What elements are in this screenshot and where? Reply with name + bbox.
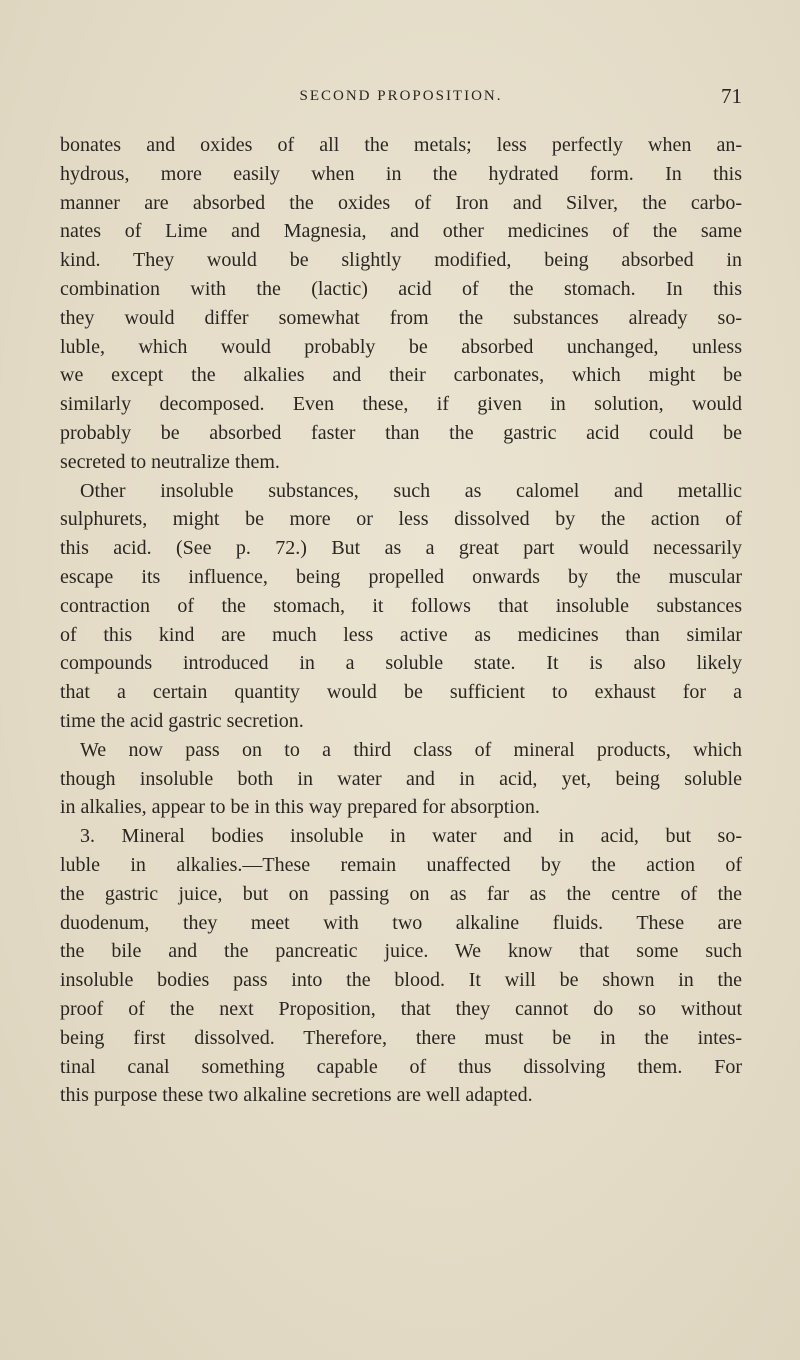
text-line: combination with the (lactic) acid of the stomach. In this <box>60 277 742 300</box>
paragraph-end-line: in alkalies, appear to be in this way prepared for absorption. <box>60 796 540 819</box>
text-line: the bile and the pancreatic juice. We know that some such <box>60 940 742 963</box>
text-line: proof of the next Proposition, that they cannot do so without <box>60 997 742 1020</box>
text-line: nates of Lime and Magnesia, and other medicines of the same <box>60 220 742 243</box>
text-line: manner are absorbed the oxides of Iron and Silver, the carbo- <box>60 191 742 214</box>
text-line: the gastric juice, but on passing on as far as the centre of the <box>60 882 742 905</box>
text-line: compounds introduced in a soluble state. It is also likely <box>60 652 742 675</box>
text-line: we except the alkalies and their carbonates, which might be <box>60 364 742 387</box>
text-line: luble, which would probably be absorbed unchanged, unless <box>60 335 742 358</box>
text-line: duodenum, they meet with two alkaline fluids. These are <box>60 911 742 934</box>
paragraph-start-line: Other insoluble substances, such as calomel and metallic <box>80 479 742 502</box>
text-line: similarly decomposed. Even these, if given in solution, would <box>60 393 742 416</box>
text-line: contraction of the stomach, it follows that insoluble substances <box>60 594 742 617</box>
section-heading-line: 3. Mineral bodies insoluble in water and in acid, but so- <box>80 825 742 848</box>
body-text <box>60 131 742 1110</box>
text-line: though insoluble both in water and in acid, yet, being soluble <box>60 767 742 790</box>
text-line: bonates and oxides of all the metals; less perfectly when an- <box>60 134 742 156</box>
text-line: this acid. (See p. 72.) But as a great part would necessarily <box>60 537 742 560</box>
text-line: of this kind are much less active as medicines than similar <box>60 623 742 646</box>
text-line: luble in alkalies.—These remain unaffected by the action of <box>60 853 742 876</box>
text-line: probably be absorbed faster than the gastric acid could be <box>60 421 742 444</box>
paragraph-end-line: time the acid gastric secretion. <box>60 709 304 732</box>
text-line: sulphurets, might be more or less dissolved by the action of <box>60 508 742 531</box>
text-line: insoluble bodies pass into the blood. It will be shown in the <box>60 969 742 992</box>
running-title: SECOND PROPOSITION. <box>299 88 503 104</box>
text-line: that a certain quantity would be sufficient to exhaust for a <box>60 681 742 704</box>
text-line: hydrous, more easily when in the hydrated form. In this <box>60 162 742 185</box>
paragraph-start-line: We now pass on to a third class of mineral products, which <box>80 738 742 761</box>
page-number: 71 <box>721 84 742 108</box>
text-line: kind. They would be slightly modified, being absorbed in <box>60 249 742 272</box>
running-head <box>60 84 742 118</box>
text-line: being first dissolved. Therefore, there must be in the intes- <box>60 1026 742 1049</box>
text-line: escape its influence, being propelled onwards by the muscular <box>60 565 742 588</box>
text-line: tinal canal something capable of thus dissolving them. For <box>60 1055 742 1078</box>
paragraph-end-line: secreted to neutralize them. <box>60 450 280 473</box>
paragraph-end-line: this purpose these two alkaline secretions are well adapted. <box>60 1084 533 1107</box>
text-line: they would differ somewhat from the substances already so- <box>60 306 742 329</box>
